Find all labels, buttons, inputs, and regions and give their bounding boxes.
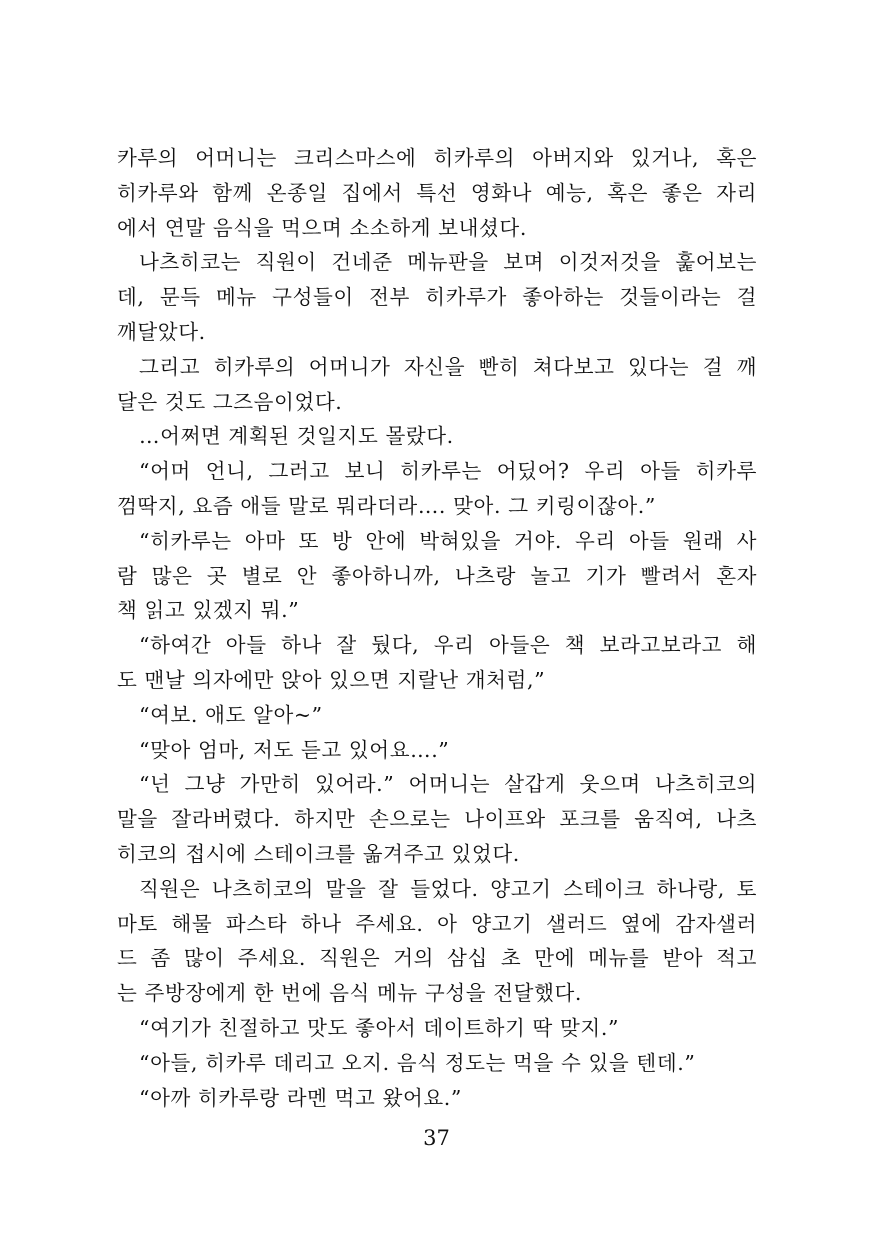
text-line: “넌 그냥 가만히 있어라.” 어머니는 살갑게 웃으며 나츠히코의	[139, 772, 757, 797]
text-line: 람 많은 곳 별로 안 좋아하니까, 나츠랑 놀고 기가 빨려서 혼자	[117, 563, 757, 588]
text-line: 껌딱지, 요즘 애들 말로 뭐라더라…. 맞아. 그 키링이잖아.”	[117, 493, 656, 518]
text-line: 는 주방장에게 한 번에 음식 메뉴 구성을 전달했다.	[117, 981, 582, 1006]
text-line: 그리고 히카루의 어머니가 자신을 빤히 쳐다보고 있다는 걸 깨	[139, 354, 757, 379]
text-line: 나츠히코는 직원이 건네준 메뉴판을 보며 이것저것을 훑어보는	[139, 250, 757, 275]
text-line: “히카루는 아마 또 방 안에 박혀있을 거야. 우리 아들 원래 사	[139, 528, 757, 553]
text-line: 마토 해물 파스타 하나 주세요. 아 양고기 샐러드 옆에 감자샐러	[117, 911, 757, 936]
text-line: 도 맨날 의자에만 앉아 있으면 지랄난 개처럼,”	[117, 667, 546, 692]
text-line: “여보. 애도 알아~”	[139, 702, 323, 727]
text-line: “어머 언니, 그러고 보니 히카루는 어딨어? 우리 아들 히카루	[139, 459, 757, 484]
text-line: 직원은 나츠히코의 말을 잘 들었다. 양고기 스테이크 하나랑, 토	[139, 876, 757, 901]
text-line: 드 좀 많이 주세요. 직원은 거의 삼십 초 만에 메뉴를 받아 적고	[117, 946, 757, 971]
text-line: “하여간 아들 하나 잘 뒀다, 우리 아들은 책 보라고보라고 해	[139, 633, 757, 658]
text-line: 에서 연말 음식을 먹으며 소소하게 보내셨다.	[117, 215, 527, 240]
text-line: “아들, 히카루 데리고 오지. 음식 정도는 먹을 수 있을 텐데.”	[139, 1050, 696, 1075]
page-number: 37	[423, 1126, 450, 1150]
text-line: 카루의 어머니는 크리스마스에 히카루의 아버지와 있거나, 혹은	[117, 146, 757, 170]
text-line: 데, 문득 메뉴 구성들이 전부 히카루가 좋아하는 것들이라는 걸	[117, 285, 757, 310]
text-line: 히코의 접시에 스테이크를 옮겨주고 있었다.	[117, 841, 520, 866]
text-line: 말을 잘라버렸다. 하지만 손으로는 나이프와 포크를 움직여, 나츠	[117, 807, 757, 832]
text-line: 깨달았다.	[117, 319, 206, 344]
text-line: 히카루와 함께 온종일 집에서 특선 영화나 예능, 혹은 좋은 자리	[117, 180, 757, 205]
text-line: “여기가 친절하고 맛도 좋아서 데이트하기 딱 맞지.”	[139, 1015, 620, 1040]
body-text	[117, 141, 757, 1115]
text-line: 달은 것도 그즈음이었다.	[117, 389, 343, 414]
text-line: “맞아 엄마, 저도 듣고 있어요….”	[139, 737, 450, 762]
text-line: 책 읽고 있겠지 뭐.”	[117, 598, 300, 623]
text-line: “아까 히카루랑 라멘 먹고 왔어요.”	[139, 1085, 462, 1110]
text-line: …어쩌면 계획된 것일지도 몰랐다.	[139, 424, 454, 449]
